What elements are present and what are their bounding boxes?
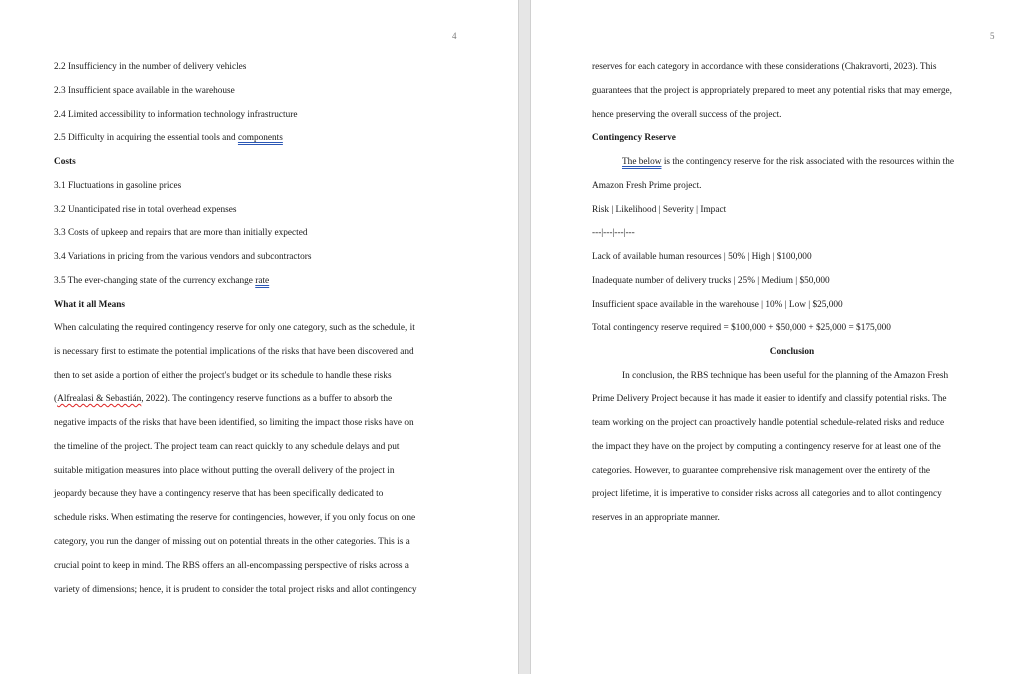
section-heading: Conclusion [769,347,815,357]
text-line: categories. However, to guarantee comprehensive risk management over the entirety of the [592,466,931,476]
text-line: 2.3 Insufficient space available in the warehouse [54,86,235,96]
text-line [54,132,283,144]
page-number: 4 [452,31,457,41]
text-line [54,275,269,287]
text-fragment: 3.5 The ever-changing state of the currency exchange [54,276,256,286]
text-line: variety of dimensions; hence, it is prudent to consider the total project risks and allot contingency [54,585,417,595]
text-line: 3.4 Variations in pricing from the various vendors and subcontractors [54,252,312,262]
section-heading: Costs [54,157,76,167]
grammar-suggestion-mark[interactable]: The below [622,157,662,167]
text-line: 3.2 Unanticipated rise in total overhead expenses [54,205,237,215]
section-heading: What it all Means [54,300,126,310]
section-heading: Contingency Reserve [592,133,676,143]
text-fragment: is the contingency reserve for the risk associated with the resources within the [661,157,955,167]
page-gutter [518,0,531,674]
text-line [54,393,392,405]
text-line: team working on the project can proactively handle potential schedule-related risks and reduce [592,418,945,428]
spelling-error-mark[interactable]: Alfrealasi & Sebastián [57,394,142,404]
text-line: hence preserving the overall success of the project. [592,110,782,120]
text-line: category, you run the danger of missing out on potential threats in the other categories. This is a [54,537,410,547]
text-fragment: ( [54,394,58,404]
text-line: reserves for each category in accordance with these considerations (Chakravorti, 2023). This [592,62,937,72]
text-fragment: , 2022). The contingency reserve functions as a buffer to absorb the [141,394,393,404]
text-line: Total contingency reserve required = $100,000 + $50,000 + $25,000 = $175,000 [592,323,891,333]
text-line: then to set aside a portion of either the project's budget or its schedule to handle these risks [54,371,392,381]
text-line: In conclusion, the RBS technique has been useful for the planning of the Amazon Fresh [622,371,949,381]
text-line: the impact they have on the project by computing a contingency reserve for at least one of the [592,442,941,452]
text-line: schedule risks. When estimating the reserve for contingencies, however, if you only focus on one [54,513,416,523]
grammar-suggestion-mark[interactable]: components [237,133,283,143]
text-line: Inadequate number of delivery trucks | 25% | Medium | $50,000 [592,276,830,286]
text-line: Amazon Fresh Prime project. [592,181,702,191]
grammar-suggestion-mark[interactable]: rate [255,276,270,286]
text-fragment: 2.5 Difficulty in acquiring the essential tools and [54,133,238,143]
text-line: is necessary first to estimate the potential implications of the risks that have been discovered and [54,347,414,357]
text-line: 3.1 Fluctuations in gasoline prices [54,181,182,191]
text-line: Insufficient space available in the warehouse | 10% | Low | $25,000 [592,300,843,310]
document-page-5 [531,0,1027,674]
text-line [622,156,954,168]
page-number: 5 [990,31,995,41]
text-line: project lifetime, it is imperative to consider risks across all categories and to allot contingency [592,489,942,499]
text-line: guarantees that the project is appropriately prepared to meet any potential risks that may emerge, [592,86,952,96]
text-line: 2.4 Limited accessibility to information technology infrastructure [54,110,298,120]
text-line: When calculating the required contingency reserve for only one category, such as the schedule, it [54,323,415,333]
text-line: 2.2 Insufficiency in the number of delivery vehicles [54,62,247,72]
text-line: reserves in an appropriate manner. [592,513,720,523]
text-line: Prime Delivery Project because it has made it easier to identify and classify potential risks. The [592,394,947,404]
text-line: the timeline of the project. The project team can react quickly to any schedule delays and put [54,442,400,452]
text-line: jeopardy because they have a contingency reserve that has been specifically dedicated to [54,489,384,499]
text-line: Risk | Likelihood | Severity | Impact [592,205,727,215]
text-line: Lack of available human resources | 50% | High | $100,000 [592,252,812,262]
text-line: crucial point to keep in mind. The RBS offers an all-encompassing perspective of risks across a [54,561,409,571]
text-line: negative impacts of the risks that have been identified, so limiting the impact those risks have on [54,418,414,428]
text-line: ---|---|---|--- [592,228,635,238]
text-line: suitable mitigation measures into place without putting the overall delivery of the project in [54,466,395,476]
text-line: 3.3 Costs of upkeep and repairs that are more than initially expected [54,228,308,238]
